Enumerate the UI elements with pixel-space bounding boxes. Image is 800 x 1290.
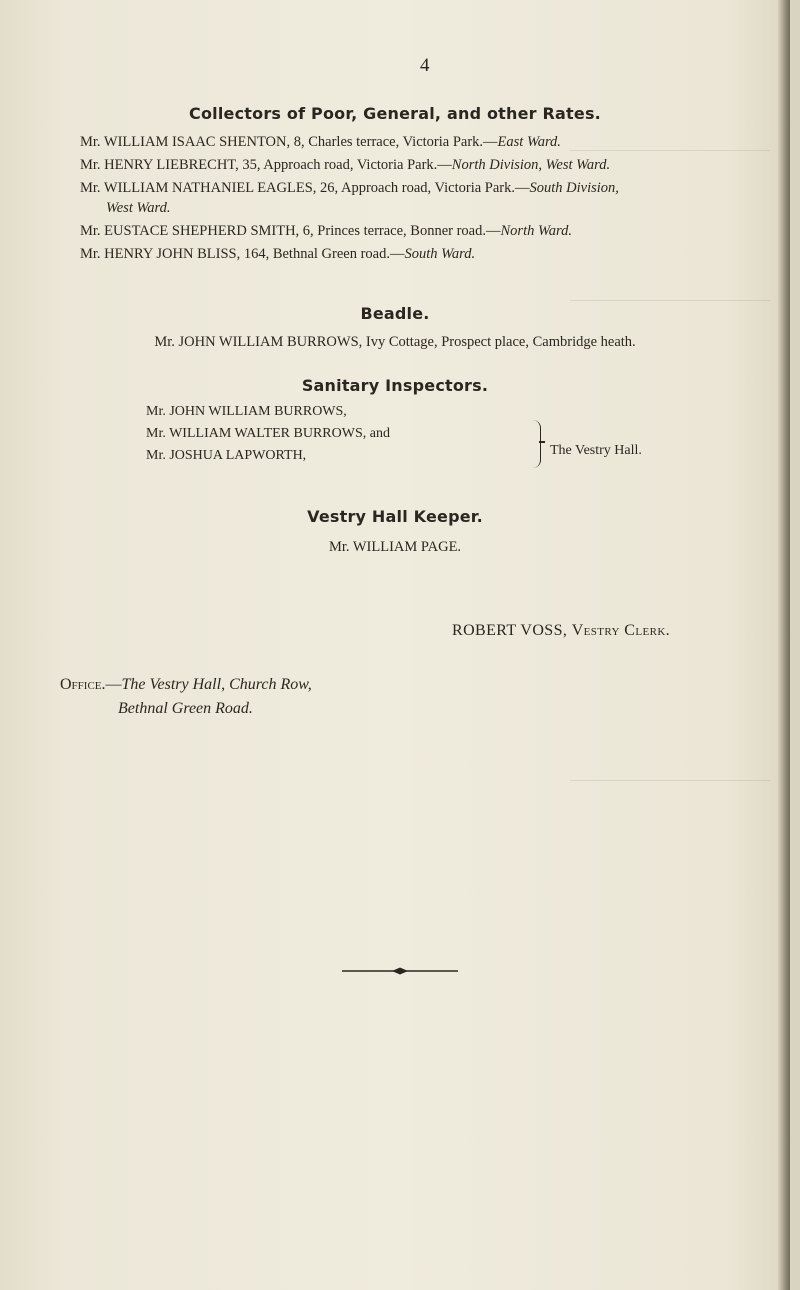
collector-entry-continued: West Ward.: [106, 200, 171, 216]
bleed-through: [570, 780, 770, 781]
collector-entry: Mr. WILLIAM NATHANIEL EAGLES, 26, Approach road, Victoria Park.—South Division,: [80, 180, 619, 196]
keeper-heading: Vestry Hall Keeper.: [307, 507, 483, 526]
ornamental-rule: [340, 966, 460, 976]
brace-mark: [530, 420, 541, 468]
signature: ROBERT VOSS, Vestry Clerk.: [452, 622, 671, 639]
inspector-entry: Mr. JOSHUA LAPWORTH,: [146, 448, 307, 463]
office-line-2: Bethnal Green Road.: [118, 700, 253, 717]
collector-entry: Mr. EUSTACE SHEPHERD SMITH, 6, Princes terrace, Bonner road.—North Ward.: [80, 223, 572, 239]
page-edge: [778, 0, 790, 1290]
brace-tip: [539, 441, 545, 443]
inspector-entry: Mr. JOHN WILLIAM BURROWS,: [146, 404, 347, 419]
office-line: Office.—The Vestry Hall, Church Row,: [60, 676, 312, 693]
inspector-entry: Mr. WILLIAM WALTER BURROWS, and: [146, 426, 390, 441]
collector-entry: Mr. HENRY JOHN BLISS, 164, Bethnal Green road.—South Ward.: [80, 246, 476, 262]
sanitary-heading: Sanitary Inspectors.: [301, 376, 489, 395]
page-number: 4: [420, 55, 430, 76]
beadle-heading: Beadle.: [360, 304, 430, 323]
collectors-heading: Collectors of Poor, General, and other Rates.: [189, 104, 601, 123]
inspectors-location: The Vestry Hall.: [550, 443, 642, 458]
bleed-through: [570, 300, 770, 301]
beadle-entry: Mr. JOHN WILLIAM BURROWS, Ivy Cottage, Prospect place, Cambridge heath.: [154, 334, 636, 350]
collector-entry: Mr. HENRY LIEBRECHT, 35, Approach road, Victoria Park.—North Division, West Ward.: [80, 157, 611, 173]
keeper-entry: Mr. WILLIAM PAGE.: [328, 539, 462, 555]
collector-entry: Mr. WILLIAM ISAAC SHENTON, 8, Charles terrace, Victoria Park.—East Ward.: [80, 134, 561, 150]
bleed-through: [570, 150, 770, 151]
